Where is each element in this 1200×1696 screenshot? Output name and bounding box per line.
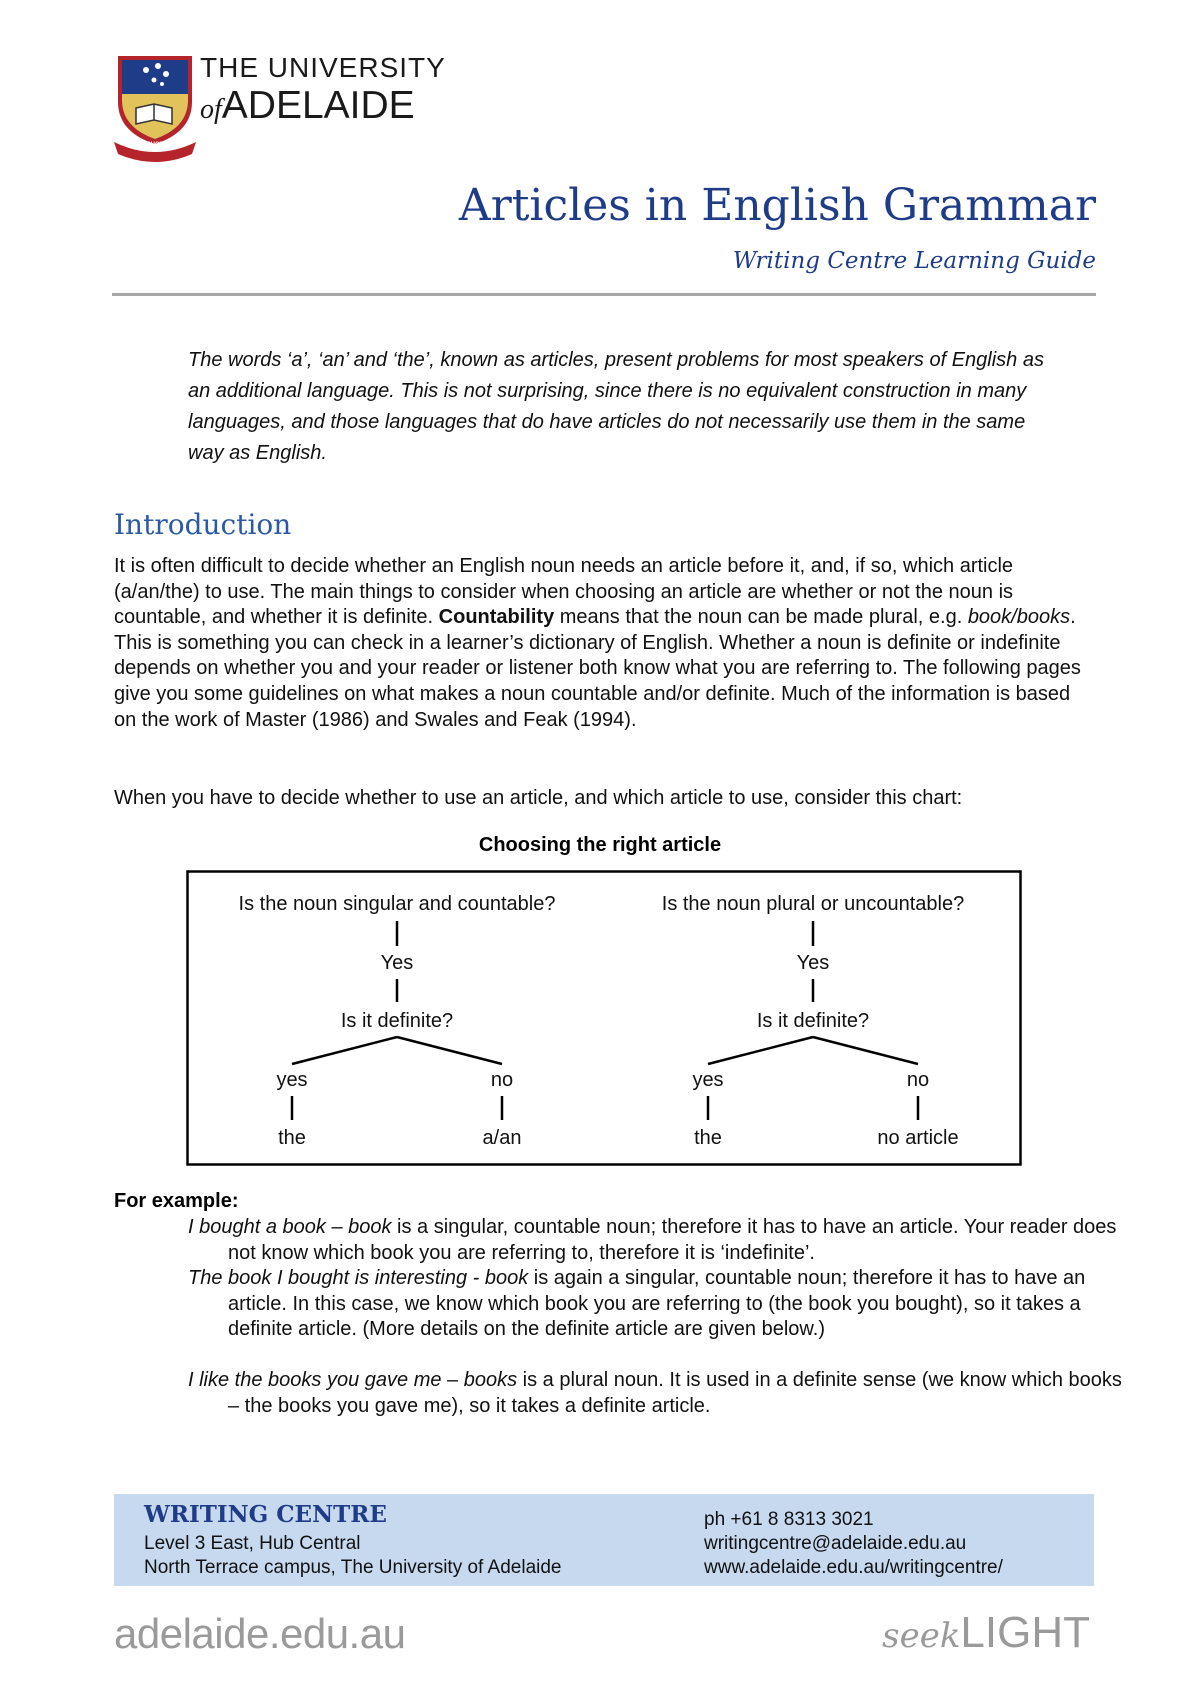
right-question: Is the noun plural or uncountable? [661, 893, 965, 915]
left-yes-label: yes [276, 1069, 308, 1091]
university-name-line1: THE UNIVERSITY [200, 52, 446, 83]
example-item [188, 1266, 1128, 1343]
university-name-adelaide: ADELAIDE [221, 84, 415, 127]
intro-text-part1: It is often difficult to decide whether an English noun needs an article before it, and, if so, which article (a/an/the) to use. The main things to consider when choosing an article are whether or not the noun is countable, and whether it is definite. [114, 555, 1014, 629]
tagline-seek: seek [882, 1616, 961, 1656]
right-yes-result: the [694, 1127, 722, 1149]
example-italic: I like the books you gave me – books [188, 1369, 518, 1391]
university-name-line2 [200, 84, 415, 128]
left-yes-result: the [278, 1127, 306, 1149]
left-question: Is the noun singular and countable? [238, 893, 556, 915]
footer-writing-centre-label: WRITING CENTRE [144, 1501, 387, 1528]
lead-paragraph: The words ‘a’, ‘an’ and ‘the’, known as articles, present problems for most speakers of English as an additional language. This is not surprising, since there is no equivalent construction in many languages, and those languages that do have articles do not necessarily use them in the same way as English. [188, 349, 1044, 464]
footer-address-line2: North Terrace campus, The University of Adelaide [144, 1557, 562, 1578]
right-no-label: no [906, 1069, 930, 1091]
example-italic: The book I bought is interesting - book [188, 1267, 529, 1289]
document-title: Articles in English Grammar [458, 180, 1096, 231]
left-no-label: no [490, 1069, 514, 1091]
footer-email-link[interactable]: writingcentre@adelaide.edu.au [704, 1533, 967, 1554]
right-answer: Yes [796, 952, 830, 974]
right-no-result: no article [877, 1127, 959, 1149]
title-divider [112, 293, 1096, 296]
motto-text: SUB CRUCE LUMEN [127, 142, 187, 148]
article-flowchart [186, 870, 1022, 1166]
footer-website-link[interactable]: www.adelaide.edu.au/writingcentre/ [704, 1557, 1003, 1578]
example-text: is again a singular, countable noun; therefore it has to have an article. In this case, we know which book you are referring to (the book you bought), so it takes a definite article. (More details on the definite article are given below.) [228, 1267, 1086, 1341]
intro-text-part2: means that the noun can be made plural, e.g. [554, 606, 968, 629]
chart-lead-sentence: When you have to decide whether to use an article, and which article to use, consider this chart: [114, 787, 963, 809]
footer-phone: ph +61 8 8313 3021 [704, 1509, 874, 1530]
example-item [188, 1215, 1128, 1266]
tagline-light: LIGHT [960, 1608, 1090, 1657]
flowchart-diagram [186, 870, 1022, 1166]
examples-heading: For example: [114, 1190, 239, 1212]
intro-bold-term: Countability [438, 606, 555, 629]
footer-url-mark: adelaide.edu.au [114, 1610, 406, 1657]
flowchart-caption: Choosing the right article [478, 834, 722, 856]
intro-text-part3: . This is something you can check in a learner’s dictionary of English. Whether a noun is definite or indefinite depends on whether you and your reader or listener both know what you are referring to. The following pages give you some guidelines on what makes a noun countable and/or definite. Much of the information is based on the work of Master (1986) and Swales and Feak (1994). [114, 606, 1081, 731]
introduction-heading: Introduction [114, 508, 292, 541]
university-of: of [200, 94, 222, 125]
left-no-result: a/an [482, 1127, 522, 1149]
flowchart-border [188, 872, 1021, 1165]
example-text: is a plural noun. It is used in a definite sense (we know which books – the books you gave me), so it takes a definite article. [228, 1369, 1122, 1417]
left-answer: Yes [380, 952, 414, 974]
example-text: is a singular, countable noun; therefore it has to have an article. Your reader does not know which book you are referring to, therefore it is ‘indefinite’. [228, 1216, 1117, 1264]
right-yes-label: yes [692, 1069, 724, 1091]
right-definite-question: Is it definite? [756, 1010, 870, 1032]
intro-italic-example: book/books [967, 606, 1071, 629]
document-subtitle: Writing Centre Learning Guide [732, 248, 1096, 274]
footer-address-line1: Level 3 East, Hub Central [144, 1533, 361, 1554]
introduction-paragraph [114, 554, 1094, 733]
seek-light-tagline [882, 1608, 1090, 1658]
example-item [188, 1368, 1128, 1419]
left-definite-question: Is it definite? [340, 1010, 454, 1032]
example-italic: I bought a book – book [188, 1216, 392, 1238]
